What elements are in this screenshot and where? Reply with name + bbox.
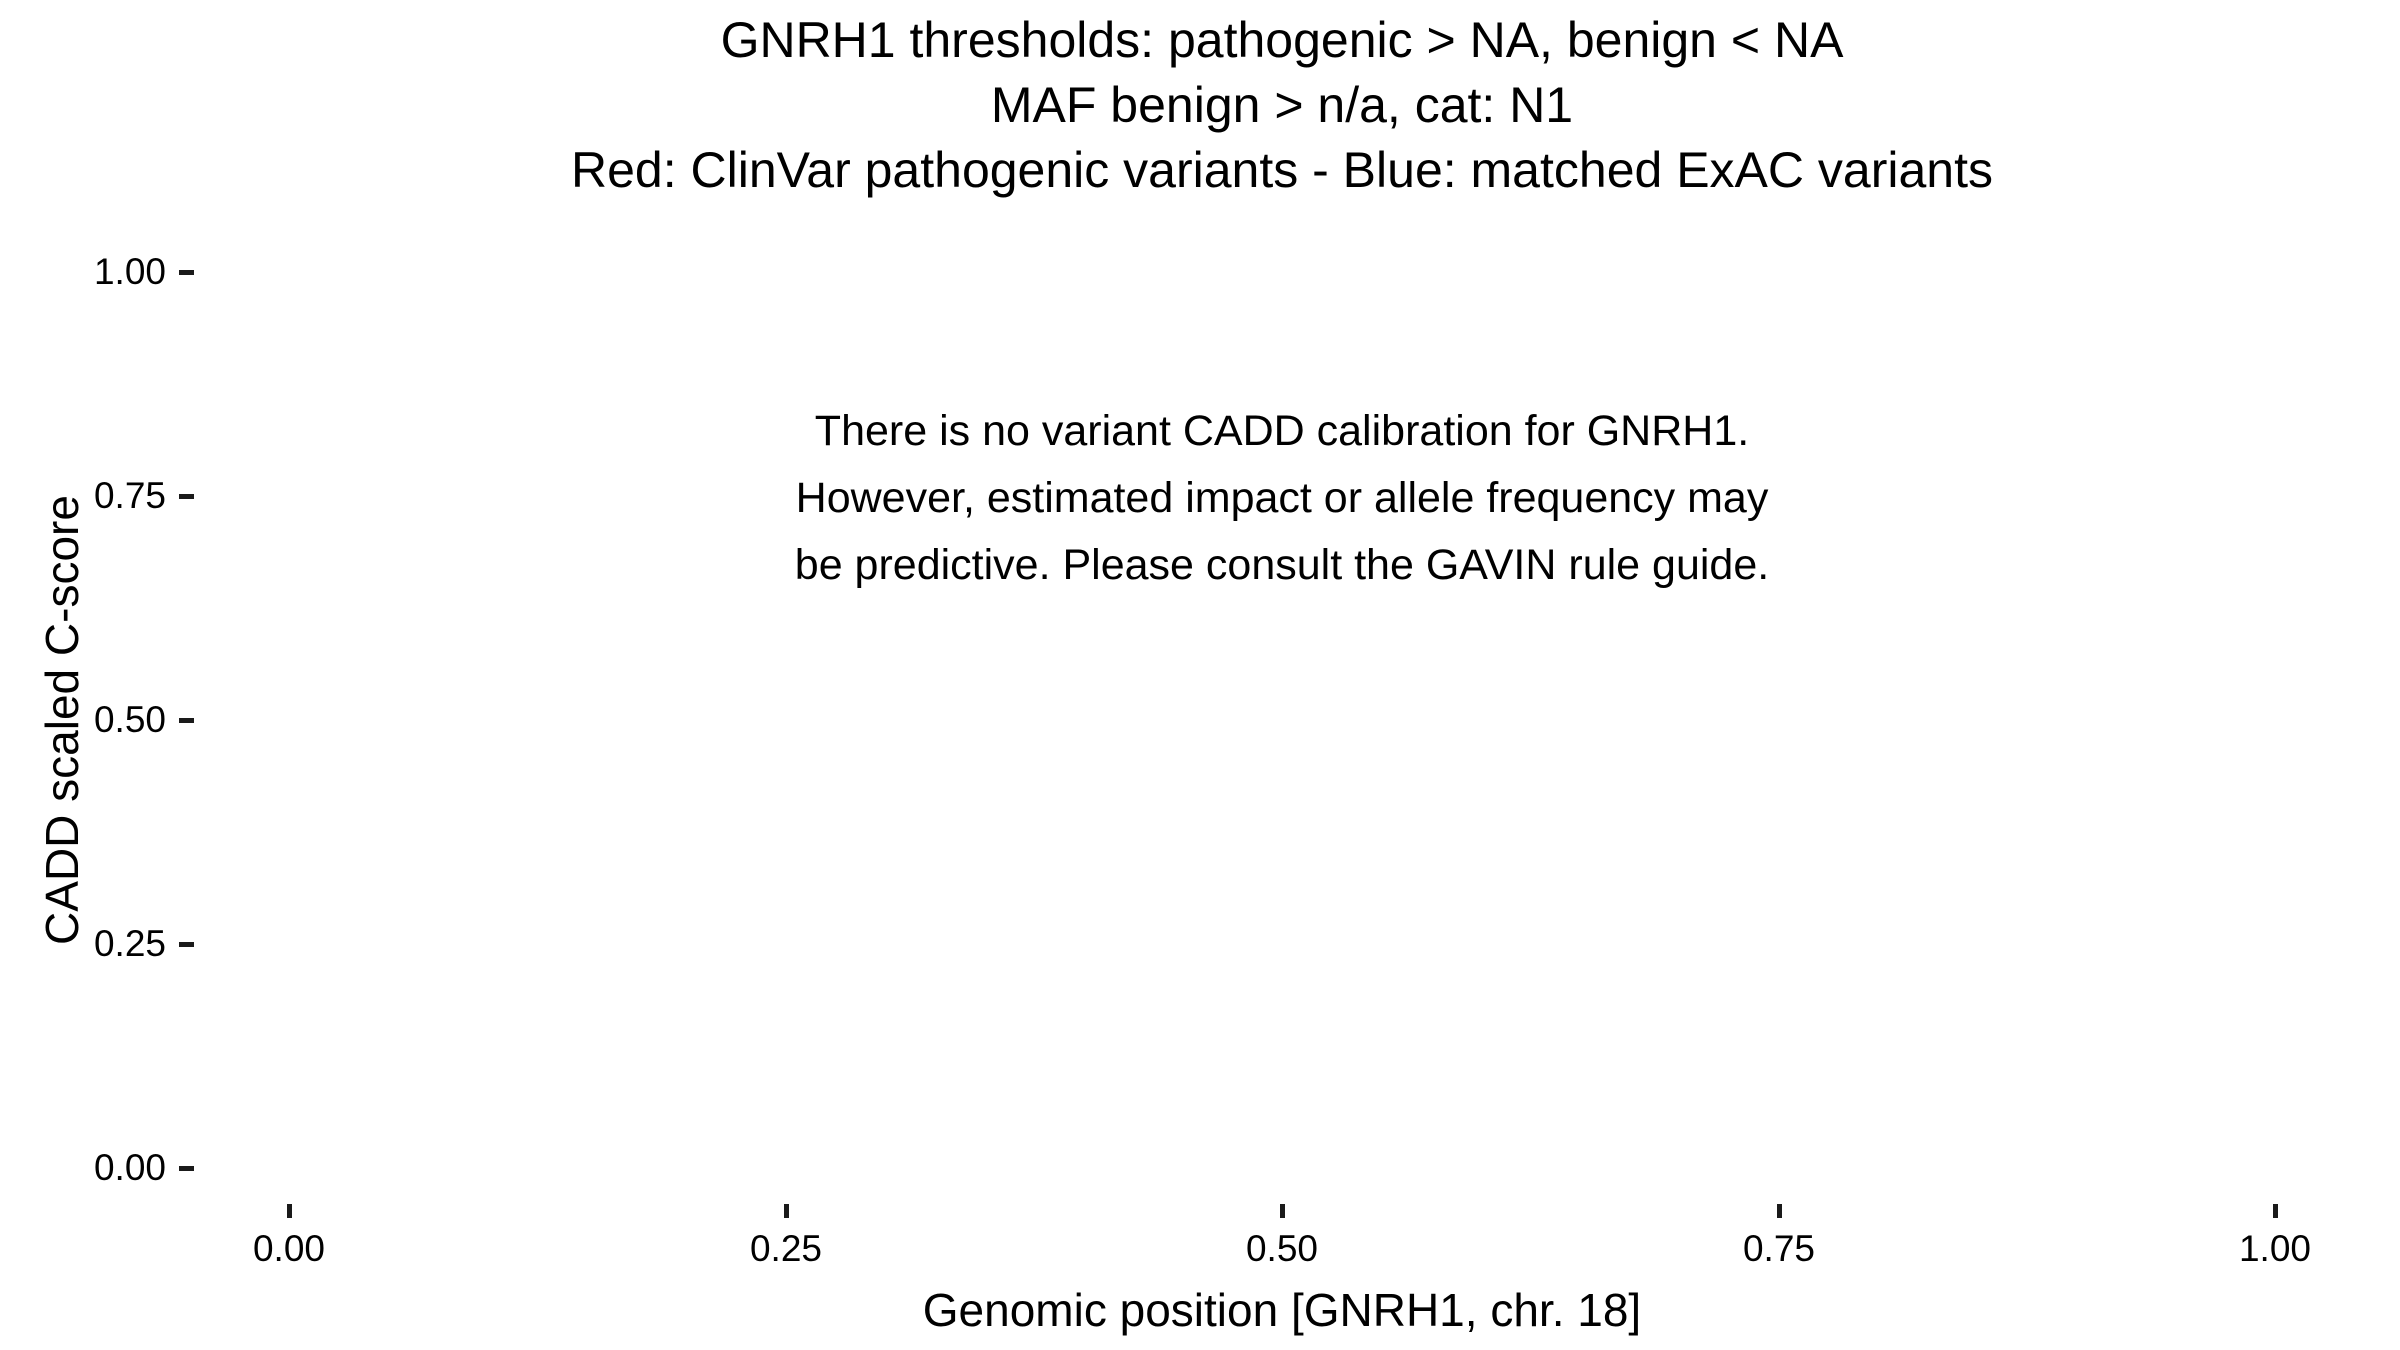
- plot-panel: [194, 222, 2394, 1218]
- x-tick-label-1.00: 1.00: [2238, 1228, 2311, 1269]
- x-tick-mark-0.50: [1280, 1204, 1285, 1218]
- y-tick-label-0.25: 0.25: [93, 923, 166, 964]
- y-axis-title: CADD scaled C-score: [36, 495, 88, 945]
- annotation-line-2: However, estimated impact or allele frequency may: [795, 474, 1769, 522]
- chart-title-line-maf: MAF benign > n/a, cat: N1: [990, 77, 1574, 133]
- chart-title: [182, 8, 2382, 203]
- y-tick-label-1.00: 1.00: [93, 251, 166, 292]
- chart-title-line-legend: Red: ClinVar pathogenic variants - Blue: matched ExAC variants: [571, 142, 1993, 198]
- y-tick-mark-0.75: [179, 494, 194, 499]
- x-axis-title: Genomic position [GNRH1, chr. 18]: [922, 1284, 1642, 1336]
- x-tick-mark-1.00: [2273, 1204, 2278, 1218]
- x-tick-label-0.50: 0.50: [1245, 1228, 1318, 1269]
- y-tick-mark-0.00: [179, 1166, 194, 1171]
- annotation-line-1: There is no variant CADD calibration for GNRH1.: [814, 407, 1750, 455]
- y-tick-mark-1.00: [179, 270, 194, 275]
- x-tick-mark-0.25: [784, 1204, 789, 1218]
- x-tick-mark-0.75: [1777, 1204, 1782, 1218]
- y-tick-mark-0.50: [179, 718, 194, 723]
- annotation-line-3: be predictive. Please consult the GAVIN rule guide.: [794, 541, 1770, 589]
- y-tick-label-0.50: 0.50: [93, 699, 166, 740]
- x-tick-label-0.75: 0.75: [1742, 1228, 1815, 1269]
- no-calibration-annotation: [182, 398, 2382, 599]
- chart-title-line-thresholds: GNRH1 thresholds: pathogenic > NA, benign < NA: [720, 12, 1844, 68]
- y-tick-mark-0.25: [179, 942, 194, 947]
- y-tick-label-0.00: 0.00: [93, 1147, 166, 1188]
- x-tick-mark-0.00: [287, 1204, 292, 1218]
- x-tick-label-0.25: 0.25: [749, 1228, 822, 1269]
- x-tick-label-0.00: 0.00: [252, 1228, 325, 1269]
- y-tick-label-0.75: 0.75: [93, 475, 166, 516]
